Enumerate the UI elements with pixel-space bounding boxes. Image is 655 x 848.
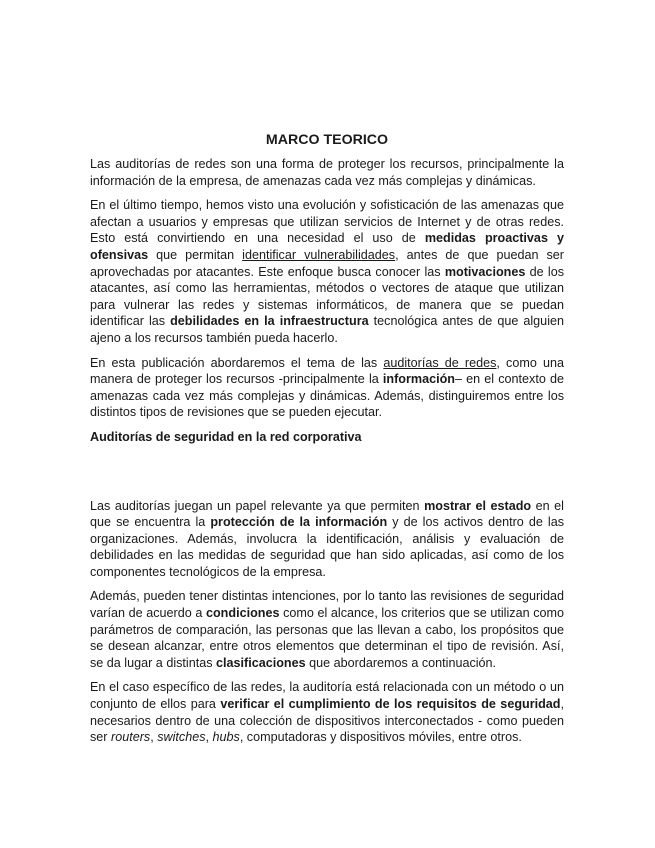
italic-hubs: hubs bbox=[212, 730, 240, 745]
bold-infrastructure-weaknesses: debilidades en la infraestructura bbox=[170, 314, 369, 329]
paragraph-network-case: En el caso específico de las redes, la auditoría está relacionada con un método o un conjunto de ellos para verificar el cumplimiento de los requisitos de seguridad, necesarios dentro de una colección de dispositivos interconectados - como pueden ser routers, switches, hubs, computadoras y dispositivos móviles, entre otros. bbox=[90, 680, 564, 745]
paragraph-intentions: Además, pueden tener distintas intenciones, por lo tanto las revisiones de seguridad varían de acuerdo a condiciones como el alcance, los criterios que se utilizan como parámetros de comparación, las personas que las llevan a cabo, los propósitos que se desean alcanzar, entre otros elementos que determinan el tipo de revisión. Así, se da lugar a distintas clasificaciones que abordaremos a continuación. bbox=[90, 589, 564, 670]
bold-show-state: mostrar el estado bbox=[424, 498, 532, 513]
document-page bbox=[90, 131, 564, 754]
underline-identify-vulnerabilities: identificar vulnerabilidades bbox=[242, 247, 396, 262]
document-title: MARCO TEORICO bbox=[265, 132, 389, 148]
paragraph-threats: En el último tiempo, hemos visto una evolución y sofisticación de las amenazas que afectan a usuarios y empresas que utilizan servicios de Internet y de otras redes. Esto está convirtiendo en una necesidad el uso de medidas proactivas y ofensivas que permitan identificar vulnerabilidades, antes de que puedan ser aprovechadas por atacantes. Este enfoque busca conocer las motivaciones de los atacantes, así como las herramientas, métodos o vectores de ataque que utilizan para vulnerar las redes y sistemas informáticos, de manera que se puedan identificar las debilidades en la infraestructura tecnológica antes de que alguien ajeno a los recursos también pueda hacerlo. bbox=[90, 198, 564, 345]
paragraph-audit-role: Las auditorías juegan un papel relevante ya que permiten mostrar el estado en el que se encuentra la protección de la información y de los activos dentro de las organizaciones. Además, involucra la identificación, análisis y evaluación de debilidades en las medidas de seguridad que han sido aplicadas, así como de los componentes tecnológicos de la empresa. bbox=[90, 498, 564, 579]
underline-network-audits: auditorías de redes bbox=[383, 355, 497, 370]
bold-verify-compliance: verificar el cumplimiento de los requisitos de seguridad bbox=[220, 697, 561, 712]
italic-routers: routers bbox=[111, 730, 151, 745]
section-gap bbox=[90, 446, 564, 498]
section-heading: Auditorías de seguridad en la red corporativa bbox=[90, 429, 362, 444]
bold-motivations: motivaciones bbox=[444, 264, 526, 279]
paragraph-publication: En esta publicación abordaremos el tema de las auditorías de redes, como una manera de proteger los recursos -principalmente la información– en el contexto de amenazas cada vez más complejas y dinámicas. Además, distinguiremos entre los distintos tipos de revisiones que se pueden ejecutar. bbox=[90, 355, 564, 420]
bold-information: información bbox=[382, 372, 455, 387]
bold-information-protection: protección de la información bbox=[210, 515, 388, 530]
bold-conditions: condiciones bbox=[205, 606, 280, 621]
paragraph-intro: Las auditorías de redes son una forma de proteger los recursos, principalmente la información de la empresa, de amenazas cada vez más complejas y dinámicas. bbox=[90, 157, 564, 188]
italic-switches: switches bbox=[157, 730, 206, 745]
bold-proactive-measures: medidas proactivas y ofensivas bbox=[90, 231, 564, 262]
bold-classifications: clasificaciones bbox=[216, 655, 306, 670]
